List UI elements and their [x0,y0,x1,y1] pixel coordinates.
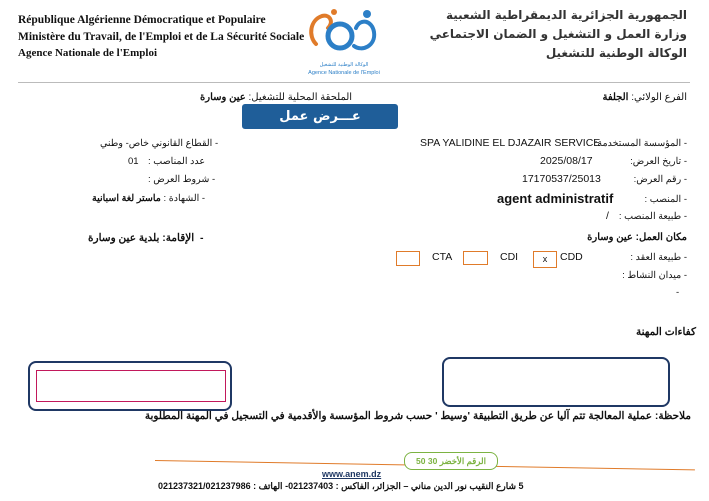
local-value: عين وسارة [200,92,246,103]
nature-value: / [606,210,609,222]
cdd-checkbox[interactable]: x [533,251,557,268]
cta-checkbox[interactable] [396,251,420,266]
date-value: 2025/08/17 [540,155,593,167]
post-value: agent administratif [497,191,614,206]
cdi-label: CDI [500,251,519,263]
positions-value: 01 [128,156,139,167]
employer-value: SPA YALIDINE EL DJAZAIR SERVICE [420,137,601,149]
skills-box-left-inner [36,370,226,402]
activity-label: - ميدان النشاط : [622,270,687,281]
header-ar-line3: الوكالة الوطنية للتشغيل [545,46,687,60]
footer-address: 5 شارع النقيب نور الدين مناني – الجزائر، الفاكس : 021237403- الهاتف : 021237321/021237986 [158,481,524,491]
number-value: 17170537/25013 [522,173,601,185]
legal-sector: - القطاع القانوني خاص- وطني [100,138,219,149]
cdd-label: CDD [560,251,583,263]
anem-logo [304,6,384,82]
header-fr-line2: Ministère du Travail, de l'Emploi et de La Sécurité Sociale [18,31,305,43]
wilaya-value: الجلفة [602,92,629,103]
job-offer-title: عـــرض عمل [242,104,398,129]
anem-logo-icon [304,6,384,62]
workplace: مكان العمل: عين وسارة [587,232,687,243]
residence: الإقامة: بلدية عين وسارة [88,232,195,244]
header-fr-line1: République Algérienne Démocratique et Populaire [18,14,266,26]
number-label: - رقم العرض: [633,174,687,185]
website-link[interactable]: www.anem.dz [322,469,382,479]
date-label: - تاريخ العرض: [630,156,687,167]
green-number-badge: الرقم الأخضر 30 50 [404,452,498,470]
header-ar-line1: الجمهورية الجزائرية الديمقراطية الشعبية [445,8,687,22]
post-label: - المنصب : [644,194,687,205]
positions-label: عدد المناصب : [148,156,205,167]
wilaya-branch: الفرع الولائي: الجلفة [602,92,687,103]
contract-label: - طبيعة العقد : [630,252,687,263]
nature-label: - طبيعة المنصب : [618,211,687,222]
skills-title: كفاءات المهنة [636,326,696,338]
cdi-checkbox[interactable] [463,251,488,265]
header-fr-line3: Agence Nationale de l'Emploi [18,47,158,59]
skills-box-left [28,361,232,411]
diploma-value: ماستر لغة اسبانية [92,193,161,204]
header-ar-line2: وزارة العمل و التشغيل و الضمان الاجتماعي [429,27,687,41]
cta-label: CTA [432,251,453,263]
extra-dash: - [676,287,680,298]
residence-dash: - [200,232,204,244]
logo-caption-ar: الوكالة الوطنية للتشغيل [319,62,369,68]
skills-box-right [442,357,670,407]
employer-label: - المؤسسة المستخدمة: [594,138,687,149]
local-branch: الملحقة المحلية للتشغيل: عين وسارة [200,92,353,103]
workplace-value: عين وسارة [587,232,633,243]
note-text: ملاحظة: عملية المعالجة تتم آليا عن طريق التطبيقة 'وسيط ' حسب شروط المؤسسة والأقدمية في التسجيل في المهنة المطلوبة [144,410,691,422]
diploma: - الشهادة : ماستر لغة اسبانية [92,193,206,204]
conditions-label: - شروط العرض : [148,174,216,185]
header-divider [18,82,690,83]
logo-caption-fr: Agence Nationale de l'Emploi [308,70,380,76]
